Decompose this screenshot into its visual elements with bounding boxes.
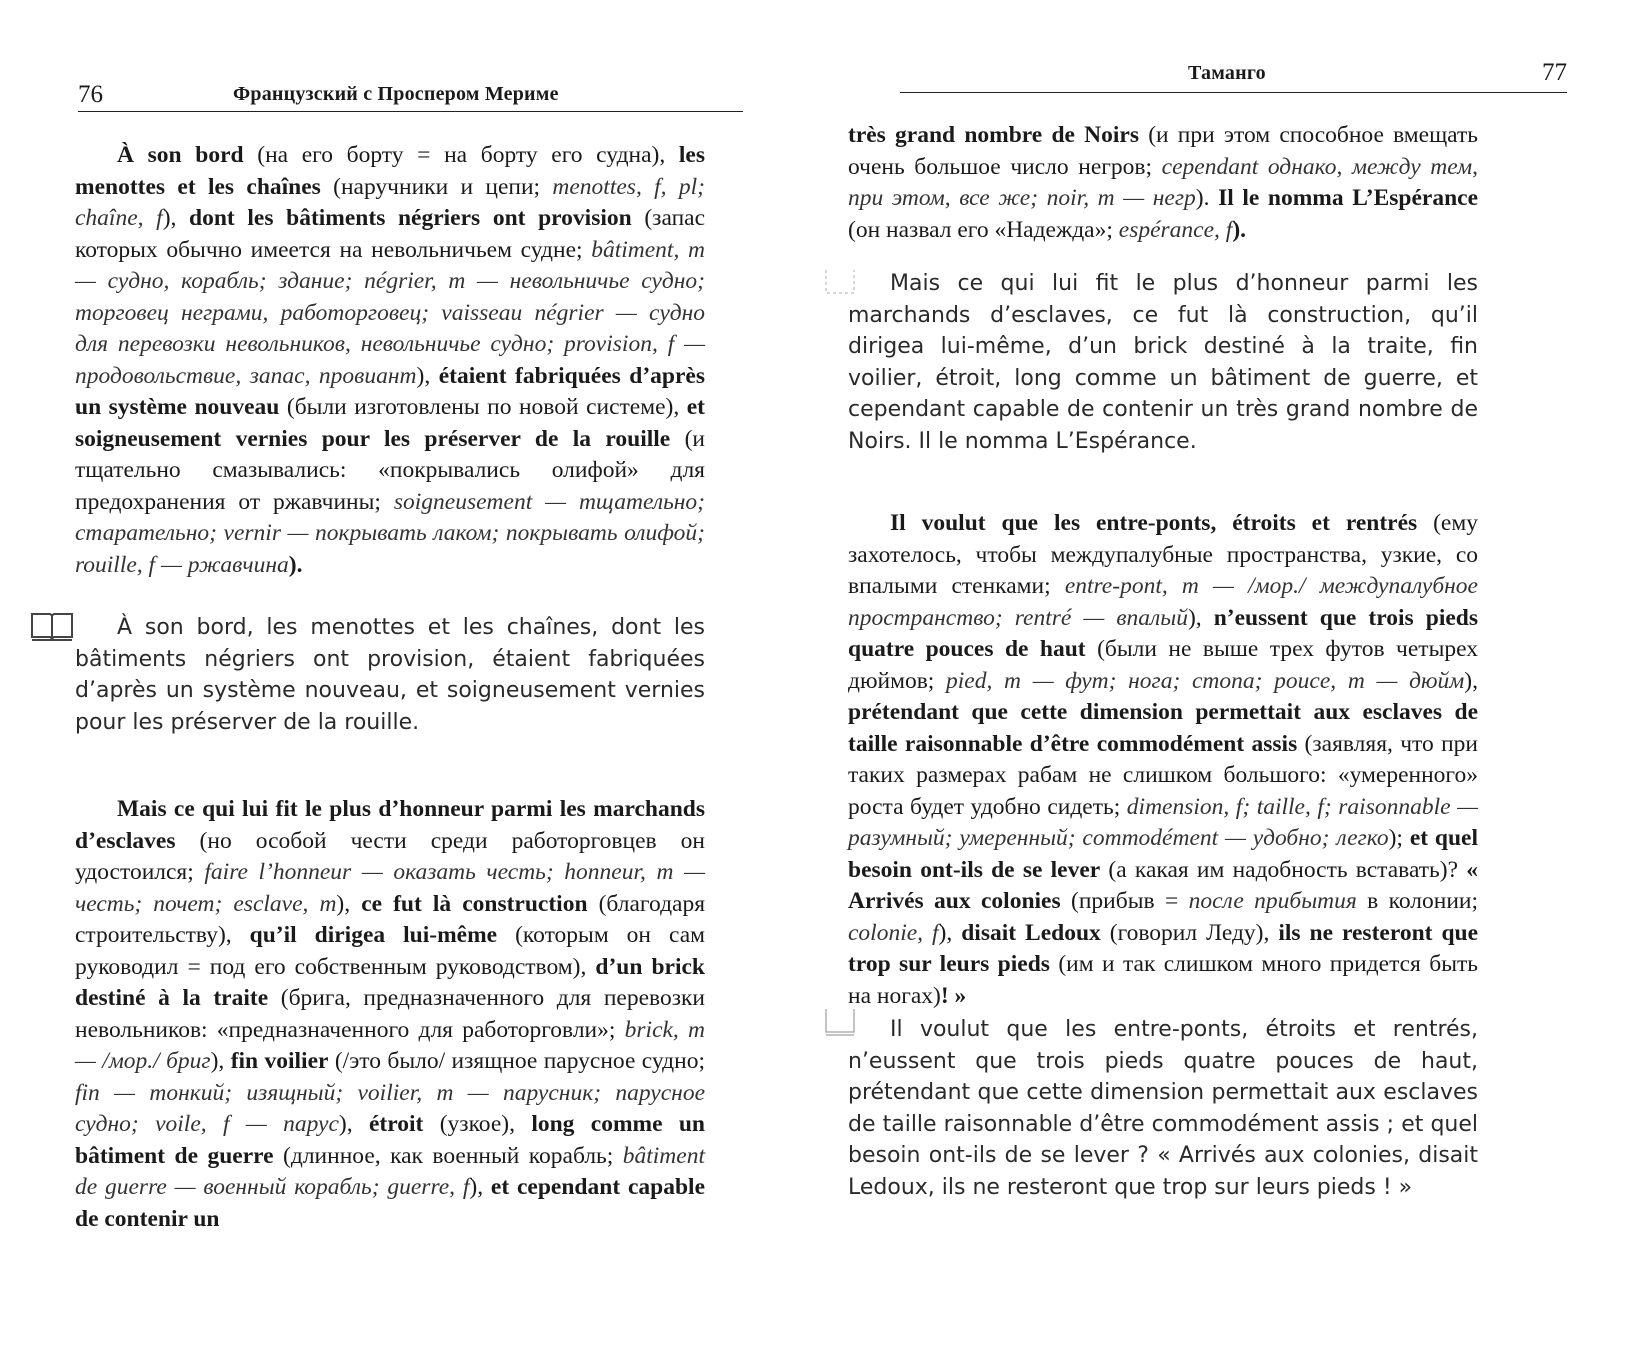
french-phrase: très grand nombre de Noirs — [848, 122, 1139, 148]
french-phrase: ce fut là construction — [361, 890, 588, 917]
translation-text: (он назвал его «Надежда»; — [848, 216, 1119, 243]
translation-text: ), — [162, 205, 190, 231]
translation-text: в колонии; — [1356, 888, 1479, 914]
translation-text: (наручники и цепи; — [320, 173, 553, 200]
rich-text — [75, 794, 705, 1235]
translation-text: (были изготовлены по новой системе), — [279, 394, 687, 420]
running-header — [900, 52, 1567, 93]
translation-text: (/это было/ изящное парусное судно; — [328, 1048, 705, 1074]
french-phrase: Il le nomma L’Espérance — [1218, 185, 1479, 211]
rich-text — [848, 508, 1478, 1012]
french-phrase: ). — [288, 551, 303, 578]
original-text: À son bord, les menottes et les chaînes, dont les bâtiments négriers ont provision, étaient fabriquées d’après un système nouveau, et soigneusement vernies pour les préserver de la rouille. — [75, 615, 705, 735]
french-phrase: et quel besoin ont-ils de se lever — [848, 825, 1479, 883]
french-phrase: étaient fabriquées d’après un système nouveau — [75, 362, 705, 420]
vocabulary-note: brick, m — /мор./ бриг — [75, 1016, 705, 1074]
rich-text — [848, 120, 1478, 246]
translation-text: (узкое), — [423, 1111, 532, 1137]
vocabulary-note: после прибытия — [1188, 888, 1357, 914]
translation-text: (говорил Леду), — [1100, 919, 1279, 946]
original-text: Mais ce qui lui fit le plus d’honneur parmi les marchands d’esclaves, ce fut là construction, qu’il dirigea lui-même, d’un brick destiné à la traite, fin voilier, étroit, long comme un bâtiment de guerre, et cependant capable de contenir un très grand nombre de Noirs. Il le nomma L’Espérance. — [848, 271, 1478, 454]
french-phrase: ils ne resteront que trop sur leurs pieds — [848, 919, 1479, 977]
translation-text: (благодаря строительству), — [75, 890, 706, 948]
translation-text: (брига, предназначенного для перевозки невольников: «предназначенного для работорговли»; — [75, 985, 705, 1043]
translation-text: (длинное, как военный корабль; — [273, 1142, 623, 1169]
translation-text: ), — [938, 919, 962, 946]
french-phrase: d’un brick destiné à la traite — [75, 953, 705, 1011]
french-phrase: prétendant que cette dimension permettait aux esclaves de taille raisonnable d’être commodément assis — [848, 699, 1478, 757]
translation-text: ), — [416, 362, 439, 389]
translation-text: (заявляя, что при таких размерах рабам не слишком большого: «умеренного» роста будет удобно сидеть; — [848, 730, 1478, 820]
translation-text: (запас которых обычно имеется на невольничьем судне; — [75, 205, 706, 263]
vocabulary-note: cependant однако, между тем, при этом, все же; noir, m — негр — [848, 153, 1478, 211]
commentary-paragraph — [75, 140, 705, 581]
french-phrase: dont les bâtiments négriers ont provision — [189, 205, 632, 231]
commentary-paragraph — [848, 120, 1478, 246]
translation-text: (на его борту = на борту его судна), — [243, 142, 679, 168]
original-text-paragraph — [848, 1014, 1478, 1203]
french-phrase: long comme un bâtiment de guerre — [75, 1111, 706, 1169]
vocabulary-note: espérance, f — [1118, 216, 1233, 243]
running-header — [78, 55, 743, 112]
translation-text: (и при этом способное вмещать очень большое число негров; — [848, 122, 1478, 180]
rich-text — [75, 140, 705, 581]
vocabulary-note: entre-pont, m — /мор./ междупалубное пространство; rentré — впалый — [848, 573, 1478, 631]
translation-text: (прибыв = — [1060, 888, 1189, 914]
french-phrase: qu’il dirigea lui-même — [249, 922, 498, 948]
translation-text: (и тщательно смазывались: «покрывались олифой» для предохранения от ржавчины; — [75, 425, 705, 515]
vocabulary-note: menottes, f, pl; chaîne, f — [75, 173, 705, 231]
french-phrase: À son bord — [117, 142, 244, 168]
translation-text: ), — [336, 890, 362, 917]
french-phrase: disait Ledoux — [961, 919, 1101, 946]
original-text: Il voulut que les entre-ponts, étroits et rentrés, n’eussent que trois pieds quatre pouces de haut, prétendant que cette dimension permettait aux esclaves de taille raisonnable d’être commodément assis ; et quel besoin ont-ils de se lever ? « Arrivés aux colonies, disait Ledoux, ils ne resteront que trop sur leurs pieds ! » — [848, 1017, 1478, 1200]
running-title: Таманго — [1188, 62, 1266, 84]
french-phrase: fin voilier — [230, 1048, 329, 1074]
french-phrase: n’eussent que trois pieds quatre pouces de haut — [848, 604, 1478, 662]
vocabulary-note: bâtiment, m — судно, корабль; здание; négrier, m — невольничье судно; торговец неграми, работорговец; vaisseau négrier — судно для перевозки невольников, невольничье судно; provision, f — продовольствие, запас, провиант — [75, 236, 705, 389]
french-phrase: Mais ce qui lui fit le plus d’honneur parmi les marchands d’esclaves — [75, 796, 705, 854]
vocabulary-note: soigneusement — тщательно; старательно; vernir — покрывать лаком; покрывать олифой; rouille, f — ржавчина — [75, 488, 705, 578]
translation-text: ); — [1388, 825, 1410, 851]
french-phrase: et soigneusement vernies pour les préserver de la rouille — [75, 394, 705, 452]
translation-text: ), — [210, 1048, 231, 1074]
vocabulary-note: pied, m — фут; нога; стопа; pouce, m — дюйм — [946, 667, 1465, 694]
vocabulary-note: bâtiment de guerre — военный корабль; guerre, f — [75, 1142, 705, 1200]
french-phrase: ). — [1232, 216, 1247, 243]
translation-text: (которым он сам руководил = под его собственным руководством), — [75, 922, 705, 980]
page-number: 77 — [1542, 59, 1567, 86]
translation-text: (но особой чести среди работорговцев он удостоился; — [75, 827, 705, 885]
running-title: Французский с Проспером Мериме — [233, 83, 559, 105]
open-book-icon — [30, 610, 74, 642]
vocabulary-note: dimension, f; taille, f; raisonnable — разумный; умеренный; commodément — удобно; легко — [848, 793, 1478, 851]
translation-text: (были не выше трех футов четырех дюймов; — [848, 636, 1478, 694]
vocabulary-note: faire l’honneur — оказать честь; honneur, m — честь; почет; esclave, m — [75, 859, 705, 917]
translation-text: ), — [338, 1111, 369, 1137]
commentary-paragraph — [848, 508, 1478, 1012]
french-phrase: les menottes et les chaînes — [75, 142, 706, 200]
translation-text: (им и так слишком много придется быть на ногах) — [848, 951, 1478, 1009]
commentary-paragraph — [75, 794, 705, 1235]
french-phrase: Il voulut que les entre-ponts, étroits et rentrés — [890, 510, 1418, 536]
french-phrase: et cependant capable de contenir un — [75, 1174, 705, 1232]
french-phrase: ! » — [940, 982, 967, 1009]
translation-text: ). — [1195, 185, 1219, 211]
french-phrase: étroit — [368, 1111, 424, 1137]
vocabulary-note: fin — тонкий; изящный; voilier, m — парусник; парусное судно; voile, f — парус — [75, 1079, 705, 1137]
translation-text: ), — [1464, 667, 1478, 694]
original-text-paragraph — [75, 612, 705, 738]
translation-text: (а какая им надобность вставать)? — [1100, 856, 1467, 883]
original-text-paragraph — [848, 268, 1478, 457]
vocabulary-note: colonie, f — [848, 919, 939, 946]
translation-text: (ему захотелось, чтобы междупалубные пространства, узкие, со впалыми стенками; — [848, 510, 1478, 599]
translation-text: ), — [1187, 604, 1214, 631]
french-phrase: « Arrivés aux colonies — [848, 856, 1478, 914]
page-number: 76 — [78, 81, 103, 108]
translation-text: ), — [469, 1174, 491, 1200]
